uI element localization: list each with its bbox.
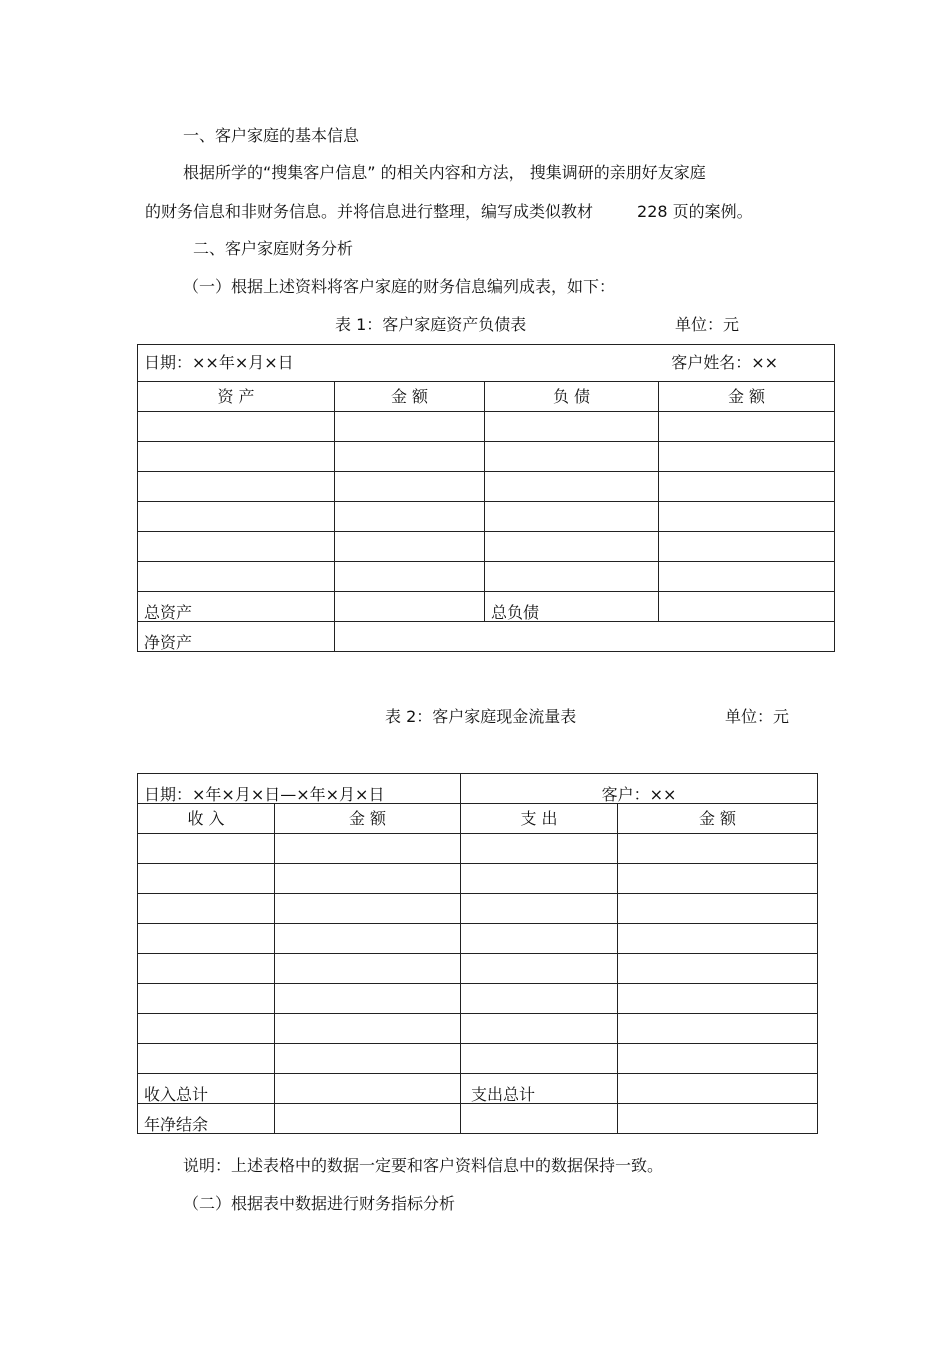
net-surplus-label: 年净结余 [138,1104,275,1134]
table-cell[interactable] [461,834,618,864]
table-cell[interactable] [138,532,335,562]
table-cell[interactable] [138,1044,275,1074]
table-cell[interactable] [138,984,275,1014]
table-row [138,442,835,472]
table-cell[interactable] [461,1014,618,1044]
table-cell[interactable] [138,954,275,984]
table-cell[interactable] [461,924,618,954]
table-row [138,984,818,1014]
table-row [138,864,818,894]
table-cell[interactable] [659,442,835,472]
table1-caption: 表 1：客户家庭资产负债表 [335,315,527,334]
table2-unit: 单位：元 [725,707,790,726]
table-cell[interactable] [485,562,659,592]
total-assets-label: 总资产 [138,592,335,622]
table-cell[interactable] [275,834,461,864]
total-assets-value[interactable] [335,592,485,622]
table-note: 说明：上述表格中的数据一定要和客户资料信息中的数据保持一致。 [183,1156,664,1175]
table-row [138,622,835,652]
table-cell[interactable] [275,1014,461,1044]
table1-date: 日期：××年×月×日 [144,353,294,372]
table-cell[interactable] [659,562,835,592]
table-cell[interactable] [618,1104,818,1134]
table-cell[interactable] [275,954,461,984]
table-row [138,894,818,924]
table1-header-amount: 金 额 [335,382,485,412]
table2-date: 日期：×年×月×日—×年×月×日 [138,774,461,804]
table-cell[interactable] [485,502,659,532]
table-cell[interactable] [335,502,485,532]
table-cell[interactable] [138,562,335,592]
section1-paragraph-line2 [145,202,753,222]
table-row [138,1014,818,1044]
table-cell[interactable] [659,412,835,442]
paragraph-text: 的财务信息和非财务信息。并将信息进行整理，编写成类似教材 [145,202,594,221]
net-surplus-value[interactable] [275,1104,461,1134]
table-cell[interactable] [618,894,818,924]
table-cell[interactable] [618,954,818,984]
table-cell[interactable] [335,532,485,562]
table-cell[interactable] [659,532,835,562]
table-cell[interactable] [485,472,659,502]
table-cell[interactable] [335,562,485,592]
table-cell[interactable] [485,412,659,442]
table-row [138,954,818,984]
table-cell[interactable] [275,864,461,894]
table-cell[interactable] [461,1044,618,1074]
table-row [138,592,835,622]
table-row [138,472,835,502]
table2-header-amount: 金 额 [275,804,461,834]
net-assets-value[interactable] [335,622,835,652]
table-row [138,562,835,592]
section2-subheading-1: （一）根据上述资料将客户家庭的财务信息编列成表，如下： [183,277,616,296]
table-cell[interactable] [335,412,485,442]
total-liabilities-label: 总负债 [485,592,659,622]
table-cell[interactable] [618,1014,818,1044]
table-cell[interactable] [659,472,835,502]
table-row [138,834,818,864]
table-cell[interactable] [461,1104,618,1134]
balance-sheet-table [137,344,835,652]
table-cell[interactable] [461,954,618,984]
table-cell[interactable] [138,472,335,502]
table-cell[interactable] [138,834,275,864]
page-reference: 228 页的案例。 [637,202,753,221]
total-expense-value[interactable] [618,1074,818,1104]
table2-header-income: 收 入 [138,804,275,834]
table-cell[interactable] [138,502,335,532]
total-expense-label: 支出总计 [461,1074,618,1104]
table-row [138,502,835,532]
table-row [138,412,835,442]
table-cell[interactable] [275,894,461,924]
table-cell[interactable] [461,984,618,1014]
table2-header-amount: 金 额 [618,804,818,834]
table-cell[interactable] [275,984,461,1014]
table-cell[interactable] [485,442,659,472]
table1-header-assets: 资 产 [138,382,335,412]
table-cell[interactable] [659,502,835,532]
table-cell[interactable] [618,864,818,894]
table2-caption: 表 2：客户家庭现金流量表 [385,707,577,726]
table1-header-amount: 金 额 [659,382,835,412]
total-liabilities-value[interactable] [659,592,835,622]
table-cell[interactable] [618,924,818,954]
table2-client: 客户：×× [461,774,818,804]
section1-heading: 一、客户家庭的基本信息 [183,126,360,145]
table-cell[interactable] [138,412,335,442]
cash-flow-table [137,773,818,1134]
section2-heading: 二、客户家庭财务分析 [193,239,354,258]
table-cell[interactable] [485,532,659,562]
table-row [138,1044,818,1074]
table-row [138,1074,818,1104]
table2-header-expense: 支 出 [461,804,618,834]
table1-client-name: 客户姓名：×× [671,353,779,372]
section1-paragraph-line1: 根据所学的“搜集客户信息” 的相关内容和方法， 搜集调研的亲朋好友家庭 [183,163,706,182]
total-income-label: 收入总计 [138,1074,275,1104]
table-cell[interactable] [461,864,618,894]
table-cell[interactable] [618,984,818,1014]
table-cell[interactable] [138,442,335,472]
table-cell[interactable] [275,1044,461,1074]
table-cell[interactable] [335,472,485,502]
table-cell[interactable] [138,924,275,954]
net-assets-label: 净资产 [138,622,335,652]
table-cell[interactable] [138,864,275,894]
table-cell[interactable] [618,1044,818,1074]
table-cell[interactable] [618,834,818,864]
table1-date-row [138,345,835,382]
table-cell[interactable] [335,442,485,472]
table-cell[interactable] [461,894,618,924]
table-row [138,1104,818,1134]
table-row [138,532,835,562]
section2-subheading-2: （二）根据表中数据进行财务指标分析 [183,1194,456,1213]
table-cell[interactable] [138,894,275,924]
table1-unit: 单位：元 [675,315,740,334]
total-income-value[interactable] [275,1074,461,1104]
table1-header-liabilities: 负 债 [485,382,659,412]
table-cell[interactable] [275,924,461,954]
table-row [138,924,818,954]
table-cell[interactable] [138,1014,275,1044]
